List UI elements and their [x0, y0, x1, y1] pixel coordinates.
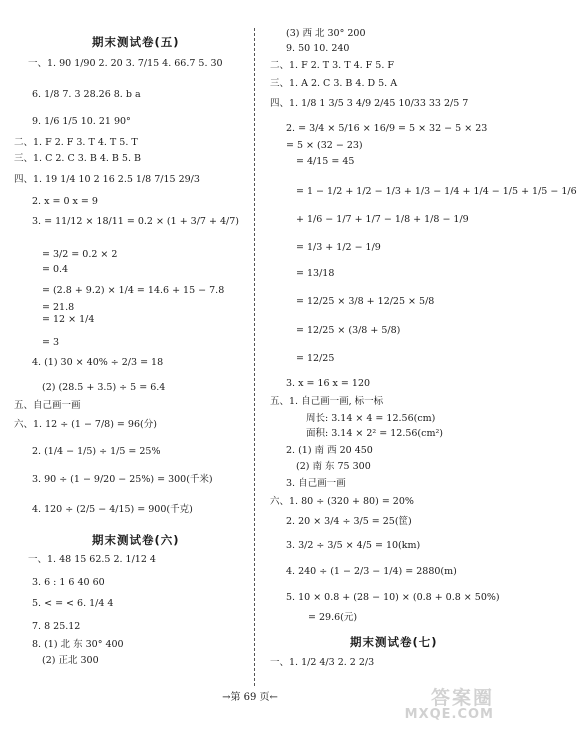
- answer-line: 五、1. 自己画一画, 标一标: [270, 396, 384, 407]
- answer-line: + 1/6 − 1/7 + 1/7 − 1/8 + 1/8 − 1/9: [296, 214, 469, 225]
- watermark-text: 答案圈: [430, 687, 494, 709]
- answer-line: 9. 50 10. 240: [286, 43, 350, 54]
- answer-line: = (2.8 + 9.2) × 1/4 = 14.6 + 15 − 7.8: [42, 285, 225, 296]
- answer-line: 3. 6 : 1 6 40 60: [32, 577, 105, 588]
- answer-line: = 12/25 × (3/8 + 5/8): [296, 325, 401, 336]
- answer-line: (2) 正北 300: [42, 655, 99, 666]
- answer-line: = 29.6(元): [308, 612, 358, 623]
- answer-line: = 1 − 1/2 + 1/2 − 1/3 + 1/3 − 1/4 + 1/4 − 1/5 + 1/5 − 1/6: [296, 186, 577, 197]
- answer-line: 4. 240 ÷ (1 − 2/3 − 1/4) = 2880(m): [286, 566, 457, 577]
- left-column: [0, 0, 252, 733]
- answer-line: = 13/18: [296, 268, 335, 279]
- answer-line: 4. 120 ÷ (2/5 − 4/15) = 900(千克): [32, 504, 193, 515]
- answer-line: = 21.8: [42, 302, 75, 313]
- answer-line: (2) (28.5 + 3.5) ÷ 5 = 6.4: [42, 382, 166, 393]
- answer-line: 一、1. 48 15 62.5 2. 1/12 4: [28, 554, 156, 565]
- answer-line: 2. x = 0 x = 9: [32, 196, 98, 207]
- answer-line: = 3: [42, 337, 60, 348]
- answer-line: 3. = 11/12 × 18/11 = 0.2 × (1 + 3/7 + 4/7): [32, 216, 239, 227]
- page-number: →第 69 页←: [222, 692, 278, 703]
- answer-line: 9. 1/6 1/5 10. 21 90°: [32, 116, 131, 127]
- watermark-url: MXQE.COM: [404, 707, 494, 722]
- right-column: [258, 0, 577, 733]
- answer-line: 5. < = < 6. 1/4 4: [32, 598, 114, 609]
- answer-line: 三、1. C 2. C 3. B 4. B 5. B: [14, 153, 141, 164]
- answer-line: = 1/3 + 1/2 − 1/9: [296, 242, 381, 253]
- answer-line: 面积: 3.14 × 2² = 12.56(cm²): [306, 428, 443, 439]
- section-heading: 期末测试卷(五): [92, 35, 180, 49]
- answer-line: 五、自己画一画: [14, 400, 81, 411]
- answer-line: 4. (1) 30 × 40% ÷ 2/3 = 18: [32, 357, 164, 368]
- answer-line: (3) 西 北 30° 200: [286, 28, 366, 39]
- answer-line: 四、1. 1/8 1 3/5 3 4/9 2/45 10/33 33 2/5 7: [270, 98, 469, 109]
- answer-line: 四、1. 19 1/4 10 2 16 2.5 1/8 7/15 29/3: [14, 174, 200, 185]
- answer-line: 5. 10 × 0.8 + (28 − 10) × (0.8 + 0.8 × 50%): [286, 592, 500, 603]
- answer-line: 一、1. 1/2 4/3 2. 2 2/3: [270, 657, 375, 668]
- answer-line: (2) 南 东 75 300: [296, 461, 371, 472]
- answer-line: = 12/25 × 3/8 + 12/25 × 5/8: [296, 296, 435, 307]
- answer-line: 三、1. A 2. C 3. B 4. D 5. A: [270, 78, 398, 89]
- answer-line: 六、1. 12 ÷ (1 − 7/8) = 96(分): [14, 419, 157, 430]
- answer-line: 2. 20 × 3/4 ÷ 3/5 = 25(筐): [286, 516, 412, 527]
- answer-line: 6. 1/8 7. 3 28.26 8. b a: [32, 89, 141, 100]
- answer-line: 8. (1) 北 东 30° 400: [32, 639, 124, 650]
- answer-line: 二、1. F 2. F 3. T 4. T 5. T: [14, 137, 138, 148]
- answer-line: 2. = 3/4 × 5/16 × 16/9 = 5 × 32 − 5 × 23: [286, 123, 488, 134]
- section-heading: 期末测试卷(七): [350, 635, 438, 649]
- answer-line: = 3/2 = 0.2 × 2: [42, 249, 118, 260]
- answer-line: 3. 自己画一画: [286, 478, 346, 489]
- answer-line: = 4/15 = 45: [296, 156, 355, 167]
- column-divider: [254, 28, 255, 686]
- answer-line: 一、1. 90 1/90 2. 20 3. 7/15 4. 66.7 5. 30: [28, 58, 223, 69]
- answer-line: 3. 90 ÷ (1 − 9/20 − 25%) = 300(千米): [32, 474, 213, 485]
- answer-line: = 5 × (32 − 23): [286, 140, 363, 151]
- answer-line: 2. (1) 南 西 20 450: [286, 445, 373, 456]
- answer-line: = 12 × 1/4: [42, 314, 95, 325]
- watermark-logo: [404, 683, 494, 729]
- answer-line: 六、1. 80 ÷ (320 + 80) = 20%: [270, 496, 414, 507]
- answer-line: = 0.4: [42, 264, 69, 275]
- answer-line: 3. 3/2 ÷ 3/5 × 4/5 = 10(km): [286, 540, 421, 551]
- answer-line: 3. x = 16 x = 120: [286, 378, 371, 389]
- answer-line: 二、1. F 2. T 3. T 4. F 5. F: [270, 60, 394, 71]
- answer-line: 2. (1/4 − 1/5) ÷ 1/5 = 25%: [32, 446, 161, 457]
- answer-line: 7. 8 25.12: [32, 621, 81, 632]
- section-heading: 期末测试卷(六): [92, 533, 180, 547]
- answer-line: = 12/25: [296, 353, 335, 364]
- answer-line: 周长: 3.14 × 4 = 12.56(cm): [306, 413, 436, 424]
